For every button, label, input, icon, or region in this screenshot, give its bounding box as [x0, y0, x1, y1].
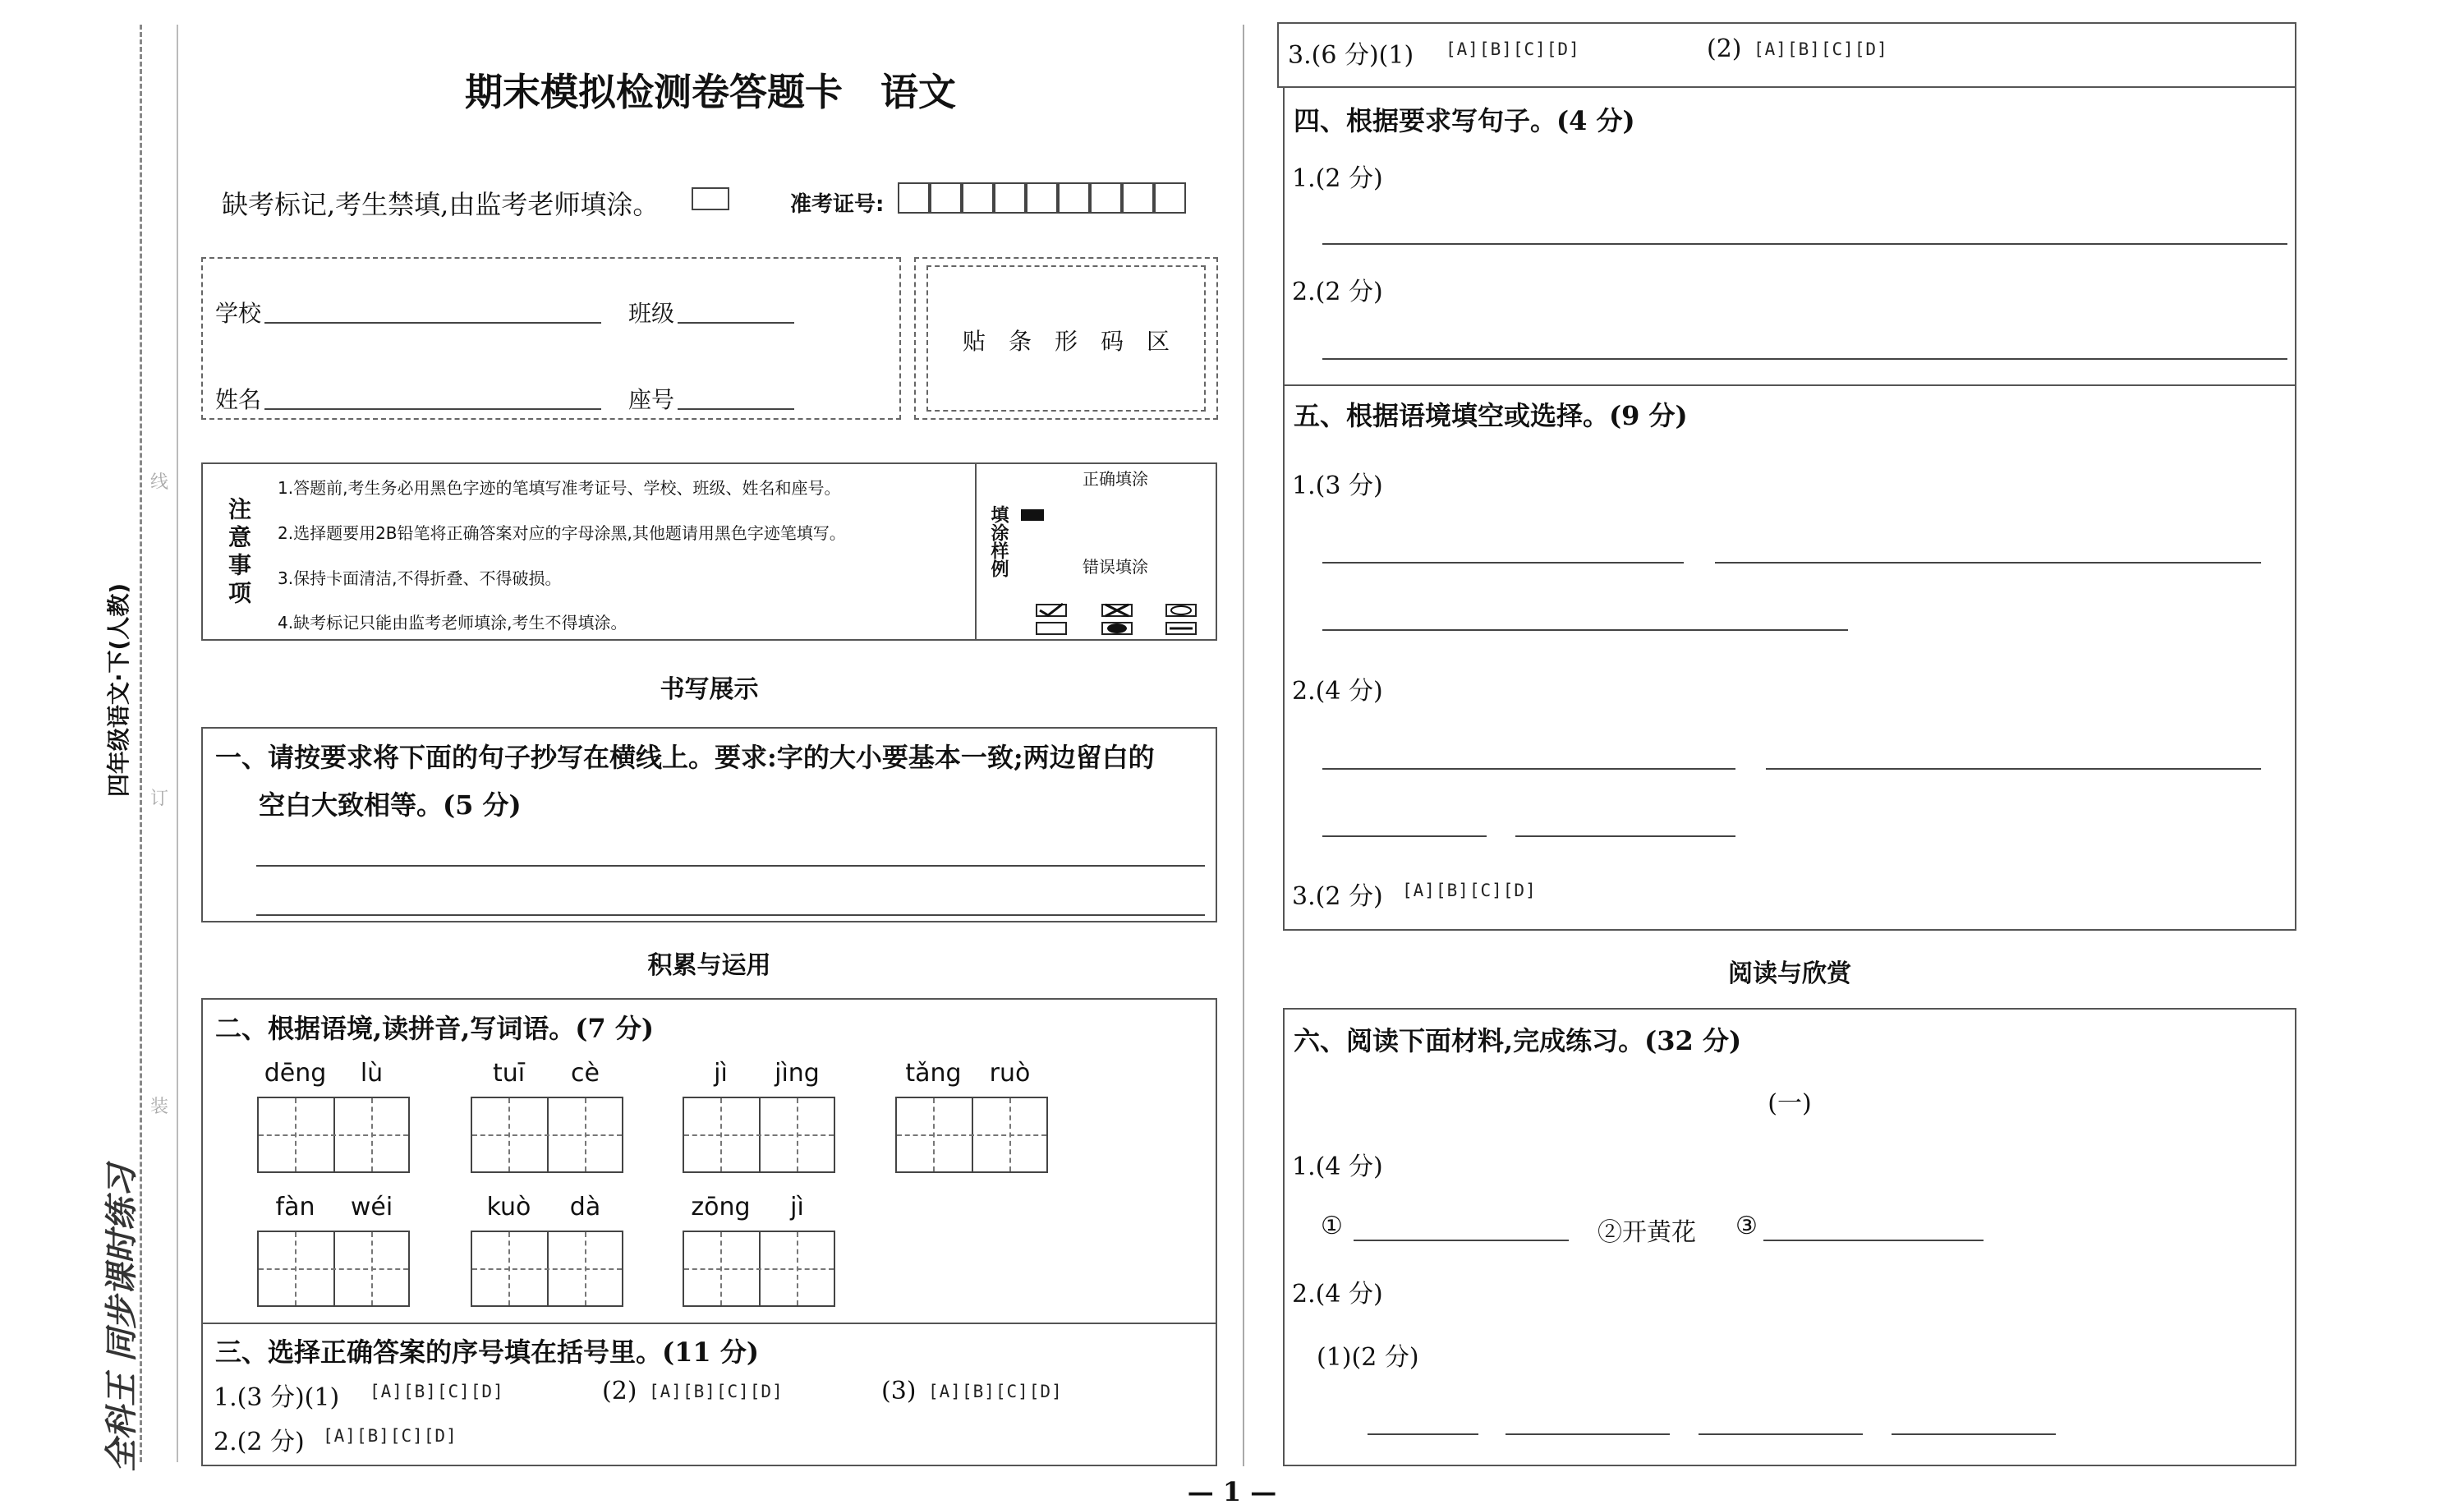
pinyin: dēng [264, 1059, 327, 1088]
notes-title: 注意事项 [225, 497, 252, 609]
page-number: — 1 — [1187, 1476, 1277, 1507]
seat-label: 座号 [628, 386, 675, 413]
q6-1-circle-3: ③ [1735, 1212, 1758, 1240]
q6-1-label: 1.(4 分) [1292, 1152, 1383, 1181]
char-grid[interactable] [471, 1097, 623, 1173]
q5-1-blank-1[interactable] [1322, 562, 1684, 564]
q3-3-2-options[interactable]: [A][B][C][D] [1754, 39, 1888, 59]
pinyin: ruò [989, 1059, 1031, 1088]
pinyin: wéi [350, 1193, 393, 1221]
char-grid[interactable] [683, 1097, 835, 1173]
note-item-3: 3.保持卡面清洁,不得折叠、不得破损。 [278, 568, 562, 588]
section-writing: 书写展示 [660, 675, 759, 704]
q5-2-label: 2.(4 分) [1292, 677, 1383, 706]
q3-1-2-label: (2) [602, 1377, 637, 1405]
pinyin: kuò [486, 1193, 531, 1221]
pinyin: jì [714, 1059, 728, 1088]
name-field[interactable] [264, 408, 601, 410]
binding-mark-pack: 装 [150, 1093, 168, 1118]
q6-1-blank-1[interactable] [1354, 1240, 1569, 1241]
char-grid[interactable] [683, 1231, 835, 1307]
q5-3-options[interactable]: [A][B][C][D] [1402, 881, 1537, 900]
q6-part-label: (一) [1768, 1089, 1812, 1118]
q3-1-2-options[interactable]: [A][B][C][D] [649, 1382, 784, 1401]
seat-field[interactable] [678, 408, 794, 410]
q6-2-blank-2[interactable] [1506, 1433, 1670, 1435]
pinyin: dà [569, 1193, 601, 1221]
q6-2-blank-4[interactable] [1892, 1433, 2056, 1435]
q5-1-label: 1.(3 分) [1292, 472, 1383, 500]
pinyin: tuī [492, 1059, 526, 1088]
char-grid[interactable] [895, 1097, 1048, 1173]
section-accumulate: 积累与运用 [647, 951, 771, 980]
q6-2-1-label: (1)(2 分) [1317, 1343, 1419, 1372]
exam-id-label: 准考证号: [790, 192, 885, 217]
q6-2-blank-1[interactable] [1368, 1433, 1478, 1435]
q3-3-2-label: (2) [1707, 35, 1742, 63]
q5-3-label: 3.(2 分) [1292, 882, 1383, 911]
barcode-label: 贴 条 形 码 区 [962, 328, 1170, 355]
class-field[interactable] [678, 322, 794, 324]
fill-example-label: 填涂样例 [988, 505, 1009, 577]
q3-1-3-label: (3) [881, 1377, 917, 1405]
q1-title-line1: 一、请按要求将下面的句子抄写在横线上。要求:字的大小要基本一致;两边留白的 [215, 742, 1155, 773]
q3-2-options[interactable]: [A][B][C][D] [323, 1426, 457, 1446]
q4-1-label: 1.(2 分) [1292, 164, 1383, 193]
q6-box [1283, 1008, 2296, 1466]
q3-3-label: 3.(6 分)(1) [1288, 41, 1414, 70]
q2-title: 二、根据语境,读拼音,写词语。(7 分) [215, 1013, 654, 1044]
column-divider [1243, 25, 1244, 1466]
note-item-2: 2.选择题要用2B铅笔将正确答案对应的字母涂黑,其他题请用黑色字迹笔填写。 [278, 523, 846, 543]
pinyin: fàn [275, 1193, 315, 1221]
class-label: 班级 [628, 300, 675, 327]
q1-answer-line-2[interactable] [256, 914, 1205, 916]
char-grid[interactable] [471, 1231, 623, 1307]
q6-2-label: 2.(4 分) [1292, 1280, 1383, 1309]
q3-1-label: 1.(3 分)(1) [214, 1383, 340, 1412]
student-info-box [201, 257, 901, 420]
pinyin: tǎng [905, 1059, 962, 1088]
q4-2-answer-line[interactable] [1322, 358, 2287, 360]
sidebar-title: 四年级语文·下(人教) [105, 582, 132, 798]
q5-1-blank-3[interactable] [1322, 629, 1848, 631]
q5-2-blank-3[interactable] [1322, 835, 1487, 837]
correct-fill-sample [1021, 509, 1044, 521]
q4-2-label: 2.(2 分) [1292, 278, 1383, 306]
q3-1-3-options[interactable]: [A][B][C][D] [928, 1382, 1063, 1401]
page-title: 期末模拟检测卷答题卡 语文 [465, 70, 956, 114]
absent-mark-label: 缺考标记,考生禁填,由监考老师填涂。 [222, 189, 660, 220]
q5-2-blank-1[interactable] [1322, 768, 1735, 770]
q6-title: 六、阅读下面材料,完成练习。(32 分) [1294, 1025, 1742, 1056]
q5-2-blank-4[interactable] [1515, 835, 1735, 837]
school-label: 学校 [215, 300, 262, 327]
notes-divider [975, 462, 977, 641]
q1-title-line2: 空白大致相等。(5 分) [259, 789, 522, 821]
binding-mark-bind: 订 [150, 784, 168, 810]
char-grid[interactable] [257, 1231, 410, 1307]
q5-1-blank-2[interactable] [1715, 562, 2261, 564]
q6-1-blank-3[interactable] [1763, 1240, 1984, 1241]
binding-outer-line [177, 25, 178, 1462]
q6-2-blank-3[interactable] [1699, 1433, 1863, 1435]
q6-1-circle-2-text: ②开黄花 [1597, 1218, 1696, 1247]
pinyin: zōng [691, 1193, 751, 1221]
wrong-fill-label: 错误填涂 [1083, 557, 1148, 577]
q5-2-blank-2[interactable] [1766, 768, 2261, 770]
name-label: 姓名 [215, 386, 262, 413]
q3-title: 三、选择正确答案的序号填在括号里。(11 分) [215, 1336, 759, 1368]
q3-2-label: 2.(2 分) [214, 1428, 305, 1456]
note-item-4: 4.缺考标记只能由监考老师填涂,考生不得填涂。 [278, 613, 627, 633]
binding-mark-line: 线 [150, 468, 168, 494]
q3-3-1-options[interactable]: [A][B][C][D] [1446, 39, 1580, 59]
q6-1-circle-1: ① [1321, 1212, 1343, 1240]
section-reading: 阅读与欣赏 [1728, 959, 1851, 988]
pinyin: jì [790, 1193, 804, 1221]
pinyin: jìng [775, 1059, 820, 1088]
pinyin: cè [571, 1059, 600, 1088]
q5-box [1283, 384, 2296, 931]
absent-mark-box[interactable] [692, 187, 729, 210]
q4-1-answer-line[interactable] [1322, 243, 2287, 245]
pinyin: lù [360, 1059, 384, 1088]
logo: 全科王 同步课时练习 [103, 1165, 141, 1472]
q5-title: 五、根据语境填空或选择。(9 分) [1294, 400, 1688, 431]
note-item-1: 1.答题前,考生务必用黑色字迹的笔填写准考证号、学校、班级、姓名和座号。 [278, 478, 841, 498]
q1-answer-line-1[interactable] [256, 865, 1205, 867]
correct-fill-label: 正确填涂 [1083, 469, 1148, 489]
q3-1-1-options[interactable]: [A][B][C][D] [370, 1382, 504, 1401]
school-field[interactable] [264, 322, 601, 324]
q4-title: 四、根据要求写句子。(4 分) [1294, 105, 1635, 136]
char-grid[interactable] [257, 1097, 410, 1173]
